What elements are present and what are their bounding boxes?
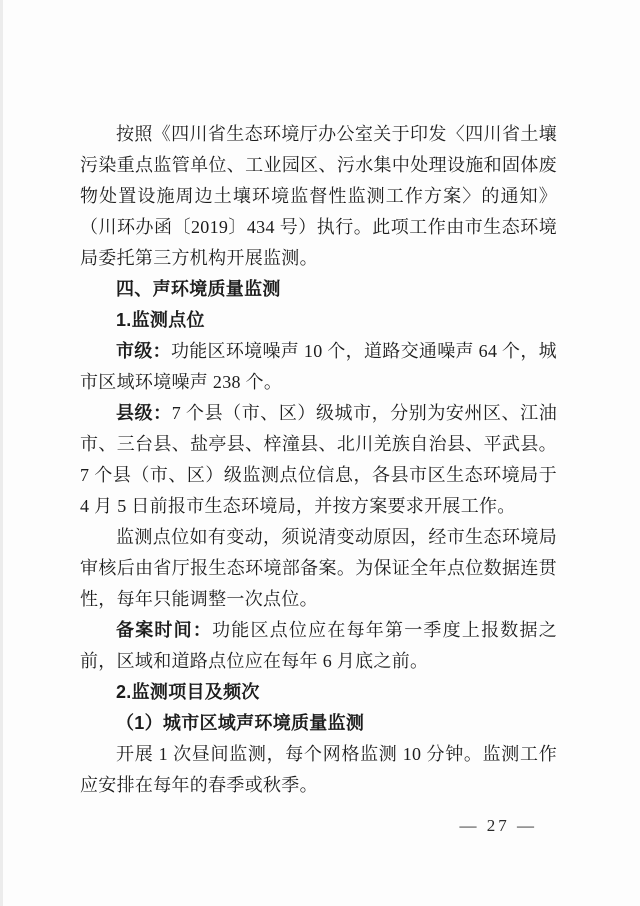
subheading-monitoring-items-frequency: 2.监测项目及频次 — [116, 682, 260, 702]
text-county-level: 7 个县（市、区）级城市，分别为安州区、江油市、三台县、盐亭县、梓潼县、北川羌族自治县、平武县。7 个县（市、区）级监测点位信息，各县市区生态环境局于 4 月 5 日前报市生态环境局，并按方案要求开展工作。 — [80, 403, 557, 516]
subheading-monitoring-points: 1.监测点位 — [116, 310, 205, 330]
paragraph-daytime-monitoring: 开展 1 次昼间监测，每个网格监测 10 分钟。监测工作应安排在每年的春季或秋季。 — [80, 744, 557, 795]
paragraph-county-level — [80, 398, 557, 522]
paragraph-point-change-rules: 监测点位如有变动，须说清变动原因，经市生态环境局审核后由省厅报生态环境部备案。为保证全年点位数据连贯性，每年只能调整一次点位。 — [80, 527, 557, 609]
label-county-level: 县级： — [116, 403, 172, 423]
label-filing-time: 备案时间： — [116, 620, 213, 640]
scan-edge-artifact — [0, 0, 3, 906]
text-filing-time: 功能区点位应在每年第一季度上报数据之前，区域和道路点位应在每年 6 月底之前。 — [80, 620, 558, 671]
label-city-level: 市级： — [116, 341, 171, 361]
paragraph-implementation-basis: 按照《四川省生态环境厅办公室关于印发〈四川省土壤污染重点监管单位、工业园区、污水集中处理设施和固体废物处置设施周边土壤环境监督性监测工作方案〉的通知》（川环办函〔2019〕434 号）执行。此项工作由市生态环境局委托第三方机构开展监测。 — [80, 124, 557, 268]
subheading-urban-area-noise-monitoring: （1）城市区域声环境质量监测 — [116, 713, 365, 733]
document-content — [80, 119, 557, 801]
paragraph-filing-time — [80, 615, 557, 677]
paragraph-city-level — [80, 336, 557, 398]
section-heading-noise-environment-monitoring: 四、声环境质量监测 — [116, 279, 281, 299]
page-number: — 27 — — [459, 816, 537, 835]
text-city-level: 功能区环境噪声 10 个，道路交通噪声 64 个，城市区域环境噪声 238 个。 — [80, 341, 557, 392]
